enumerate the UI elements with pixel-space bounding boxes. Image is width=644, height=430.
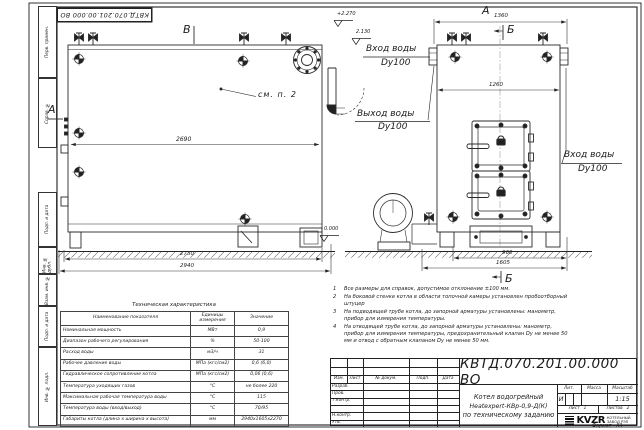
level-mark-icon — [449, 51, 462, 64]
elevation-2270: +2.270 — [337, 11, 356, 17]
valve-icon — [462, 33, 471, 45]
spec-row: Рабочее давление воды МПа (кгс/см2) 0,6 (6,0) — [61, 359, 289, 370]
tb-row-utv: Утв. — [332, 420, 342, 426]
spec-header-name: Наименование показателя — [61, 312, 191, 326]
tb-sheet-cell: Лист 1 — [568, 405, 587, 411]
margin-label: Инв. № подл. — [38, 347, 57, 426]
flue-flange-icon — [294, 47, 321, 74]
ash-box — [470, 226, 532, 247]
spec-header-value: Значение — [235, 312, 289, 326]
level-mark-icon — [541, 51, 554, 64]
tb-scale-header: Масштаб — [612, 385, 633, 391]
side-inlet-pipe — [327, 68, 364, 115]
level-mark-icon — [237, 55, 250, 68]
spec-row: Гидравлическое сопротивление котла МПа (кгс/см2) 0,06 (0,6) — [61, 370, 289, 381]
tb-product-name: Котел водогрейный Heatexpert-КВр-0,9-Д(К) по техническому заданию — [459, 385, 557, 427]
tb-row-razrab: Разраб. — [332, 383, 349, 389]
dim-1360: 1360 — [494, 12, 508, 19]
blower-fan — [374, 194, 438, 251]
see-note-ref: см. п. 2 — [258, 90, 297, 99]
level-mark-icon — [239, 213, 252, 226]
elevation-marks — [320, 21, 371, 242]
dim-2940: 2940 — [180, 263, 194, 269]
water-inlet-right-label: Вход воды — [564, 150, 615, 160]
water-inlet-top-dn: Dy100 — [381, 57, 411, 68]
valve-icon — [240, 33, 249, 45]
tb-scale-value: 1:15 — [615, 394, 630, 403]
note-item: 3 На подводящей трубе котла, до запорной арматуры установлены: манометр, прибор для измерения температуры. — [333, 309, 556, 323]
elevation-0000: 0.000 — [324, 226, 339, 232]
level-mark-icon — [73, 166, 86, 179]
spec-row: Температура воды (вход/выход) °С 70/95 — [61, 404, 289, 415]
tb-row-prov: Пров. — [332, 390, 345, 396]
level-mark-icon — [73, 53, 86, 66]
boiler-side-view — [47, 23, 364, 248]
padlock-icon — [497, 136, 505, 145]
valve-icon — [89, 33, 98, 45]
tb-lit-header: Лит. — [564, 385, 574, 391]
format-note: Формат А3 — [592, 424, 623, 429]
tb-lit-value: И — [558, 394, 564, 403]
level-mark-icon — [73, 127, 86, 140]
rotated-doc-number-stamp: КВТД.070.201.00.000 ВО — [57, 8, 152, 22]
level-mark-icon — [541, 211, 554, 224]
dim-1260: 1260 — [489, 82, 503, 88]
tb-row-nkontr: Н.контр. — [332, 412, 352, 418]
note-item: 4 На отводящей трубе котла, до запорной арматуры установлены: манометр, прибор для измерения температуры, предохранительный клапан Dу не менее 50 мм и отвод с обратным клапаном Dу не менее 50 мм. — [333, 324, 568, 345]
kvzr-logo-icon — [565, 416, 574, 425]
margin-label: Подп. и дата — [38, 306, 57, 347]
dim-960: 960 — [502, 250, 513, 256]
view-letter-A-front: А — [482, 4, 490, 17]
valve-icon — [425, 213, 434, 225]
tb-col-podp: Подп. — [416, 375, 430, 381]
dim-1605: 1605 — [496, 260, 510, 266]
spec-header-units: Единицы измерения — [191, 312, 235, 326]
spec-row: Расход воды м3/ч 31 — [61, 348, 289, 359]
level-mark-icon — [447, 211, 460, 224]
company-name: КОТЕЛЬНЫЙ ЗАВОД РЭП — [606, 415, 631, 424]
note-item: 1 Все размеры для справок, допустимое отклонение ±100 мм. — [333, 286, 510, 292]
spec-row: Температура уходящих газов °С не более 220 — [61, 381, 289, 392]
tb-col-ndoc: № докум. — [375, 375, 397, 381]
tb-col-izm: Изм. — [333, 375, 345, 381]
section-letter-B-top: Б — [507, 23, 515, 36]
water-inlet-top-label: Вход воды — [366, 44, 417, 54]
water-outlet-label: Выход воды — [357, 109, 415, 119]
spec-table-title: Техническая характеристика — [132, 302, 216, 308]
tb-mass-header: Масса — [587, 385, 601, 391]
tb-sheets-cell: Листов 2 — [606, 405, 630, 411]
valve-icon — [75, 33, 84, 45]
dim-2690: 2690 — [176, 136, 192, 143]
valve-icon — [282, 33, 291, 45]
margin-label: Перв. примен. — [38, 6, 57, 78]
spec-table — [60, 311, 289, 427]
tb-col-list: Лист — [349, 375, 361, 381]
view-letter-A-side: А — [48, 103, 56, 116]
tb-row-blank — [331, 405, 363, 412]
spec-row: Максимальная рабочая температура воды °С 115 — [61, 393, 289, 404]
title-block — [330, 355, 637, 426]
elevation-2130: 2.130 — [356, 29, 371, 35]
water-outlet-dn: Dy100 — [378, 122, 408, 132]
margin-label: Взам. инв. № — [38, 274, 57, 306]
spec-header-row — [61, 312, 289, 326]
tb-doc-number: КВТД.070.201.00.000 ВО — [459, 359, 638, 385]
spec-row: Диапазон рабочего регулирования % 50-100 — [61, 337, 289, 348]
kvzr-logo-text: KVZR — [576, 414, 605, 426]
margin-label: Подп. и дата — [38, 192, 57, 247]
tb-col-data: Дата — [442, 375, 454, 381]
note-item: 2 На боковой стенке котла в области топочной камеры установлен пробоотборный штуцер — [333, 294, 568, 308]
spec-row: Номинальная мощность МВт 0,9 — [61, 326, 289, 337]
notes-list — [333, 286, 571, 346]
tb-row-tkontr: Т.контр. — [332, 398, 351, 404]
margin-label: Инв. № дубл. — [38, 247, 57, 274]
padlock-icon — [497, 187, 505, 196]
water-inlet-right-dn: Dy100 — [578, 164, 608, 174]
view-letter-B-top: В — [183, 23, 191, 36]
dim-2730: 2730 — [180, 251, 194, 257]
valve-icon — [539, 33, 548, 45]
valve-icon — [448, 33, 457, 45]
section-letter-B-bottom: Б — [505, 272, 513, 285]
margin-label: Справ. № — [38, 78, 57, 148]
spec-row: Габариты котла (длина х ширина х высота) мм 2940х1605х2270 — [61, 415, 289, 426]
